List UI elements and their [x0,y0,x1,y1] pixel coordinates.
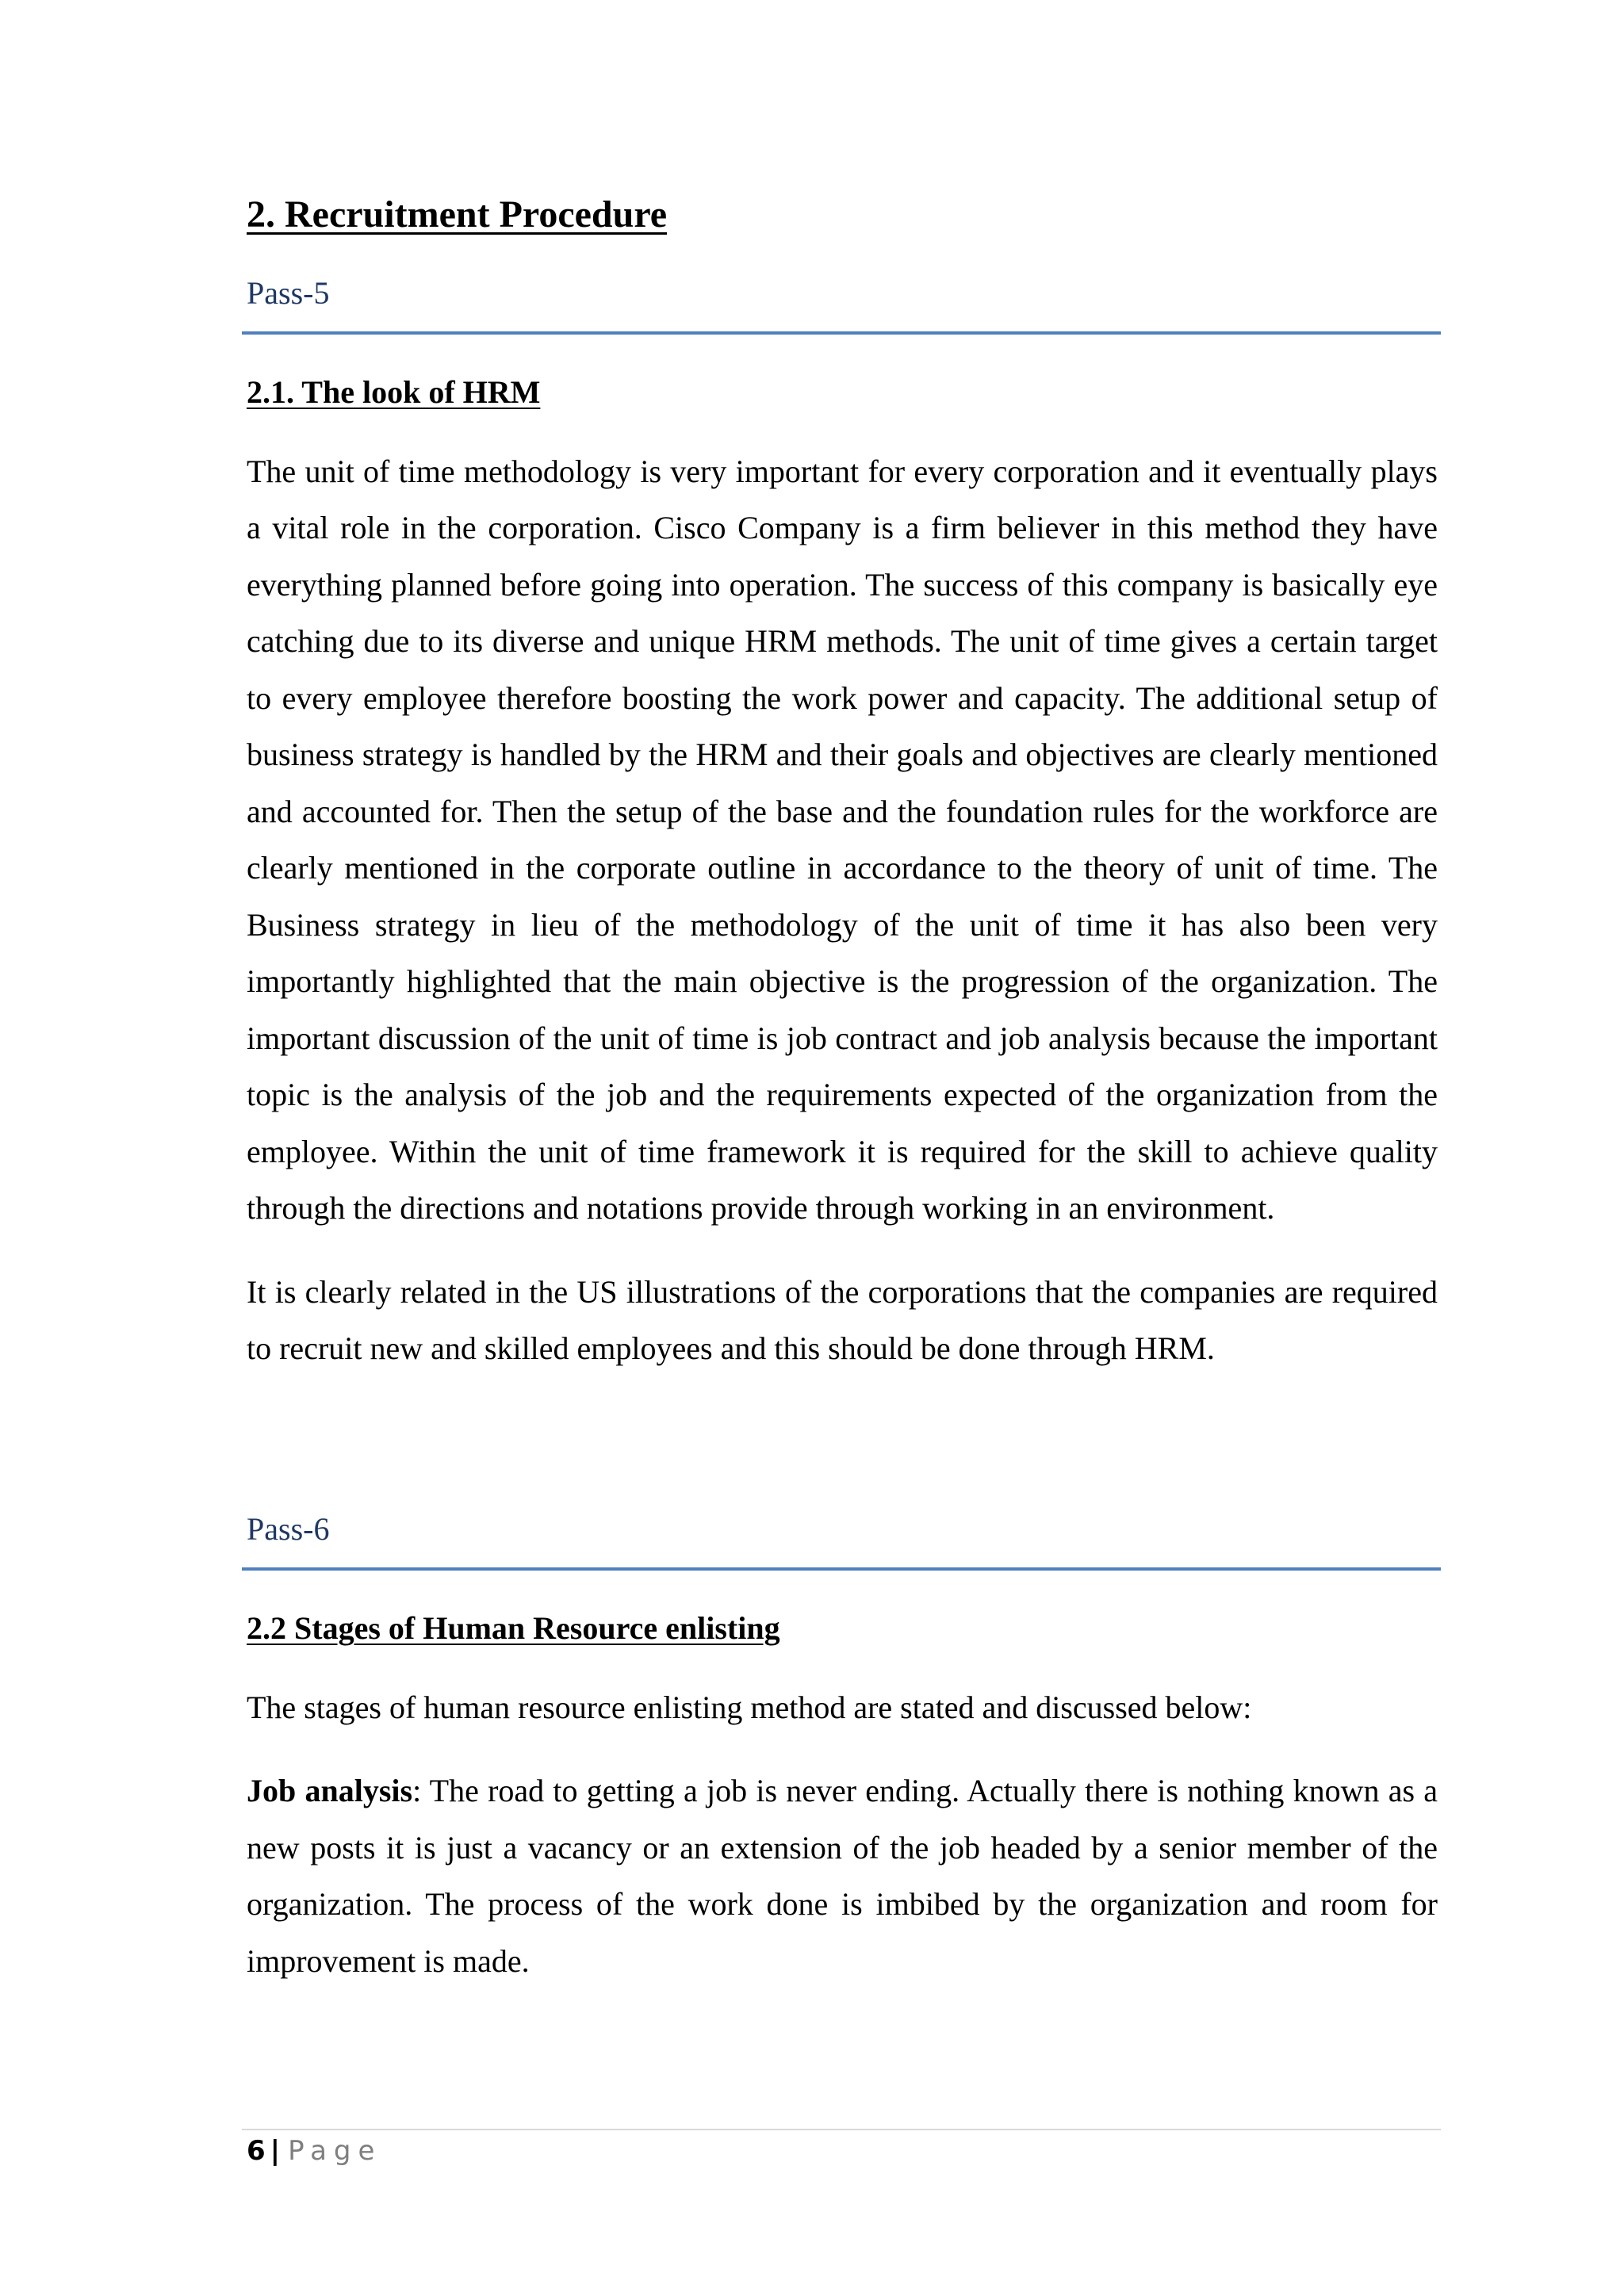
section-heading-look-of-hrm: 2.1. The look of HRM [247,373,541,410]
footer-divider [242,2129,1441,2130]
page-number: 6 [247,2135,266,2167]
stages-intro-paragraph: The stages of human resource enlisting method are stated and discussed below: [247,1689,1252,1725]
job-analysis-text: : The road to getting a job is never ending. Actually there is nothing known as a new posts it is just a vacancy or an extension of the job headed by a senior member of the organization. The process of the work done is imbibed by the organization and room for improvement is made. [247,1773,1438,1979]
pass-6-divider [242,1567,1441,1571]
footer-separator: | [270,2135,281,2167]
chapter-heading: 2. Recruitment Procedure [247,193,668,235]
body-paragraph-1: The unit of time methodology is very important for every corporation and it eventually plays a vital role in the corporation. Cisco Company is a firm believer in this method they have everything planned before going into operation. The success of this company is basically eye catching due to its diverse and unique HRM methods. The unit of time gives a certain target to every employee therefore boosting the work power and capacity. The additional setup of business strategy is handled by the HRM and their goals and objectives are clearly mentioned and accounted for. Then the setup of the base and the foundation rules for the workforce are clearly mentioned in the corporate outline in accordance to the theory of unit of time. The Business strategy in lieu of the methodology of the unit of time it has also been very importantly highlighted that the main objective is the progression of the organization. The important discussion of the unit of time is job contract and job analysis because the important topic is the analysis of the job and the requirements expected of the organization from the employee. Within the unit of time framework it is required for the skill to achieve quality through the directions and notations provide through working in an environment. [247,453,1438,1226]
pass-5-divider [242,331,1441,335]
page-content [247,192,1438,1989]
pass-5-label: Pass-5 [247,274,330,311]
page-footer [247,2135,381,2168]
job-analysis-paragraph [247,1762,1438,1989]
pass-6-label: Pass-6 [247,1510,330,1547]
section-heading-stages: 2.2 Stages of Human Resource enlisting [247,1609,780,1646]
page-word: Page [288,2135,382,2167]
job-analysis-term: Job analysis [247,1773,413,1809]
body-paragraph-2: It is clearly related in the US illustrations of the corporations that the companies are required to recruit new and skilled employees and this should be done through HRM. [247,1273,1438,1367]
